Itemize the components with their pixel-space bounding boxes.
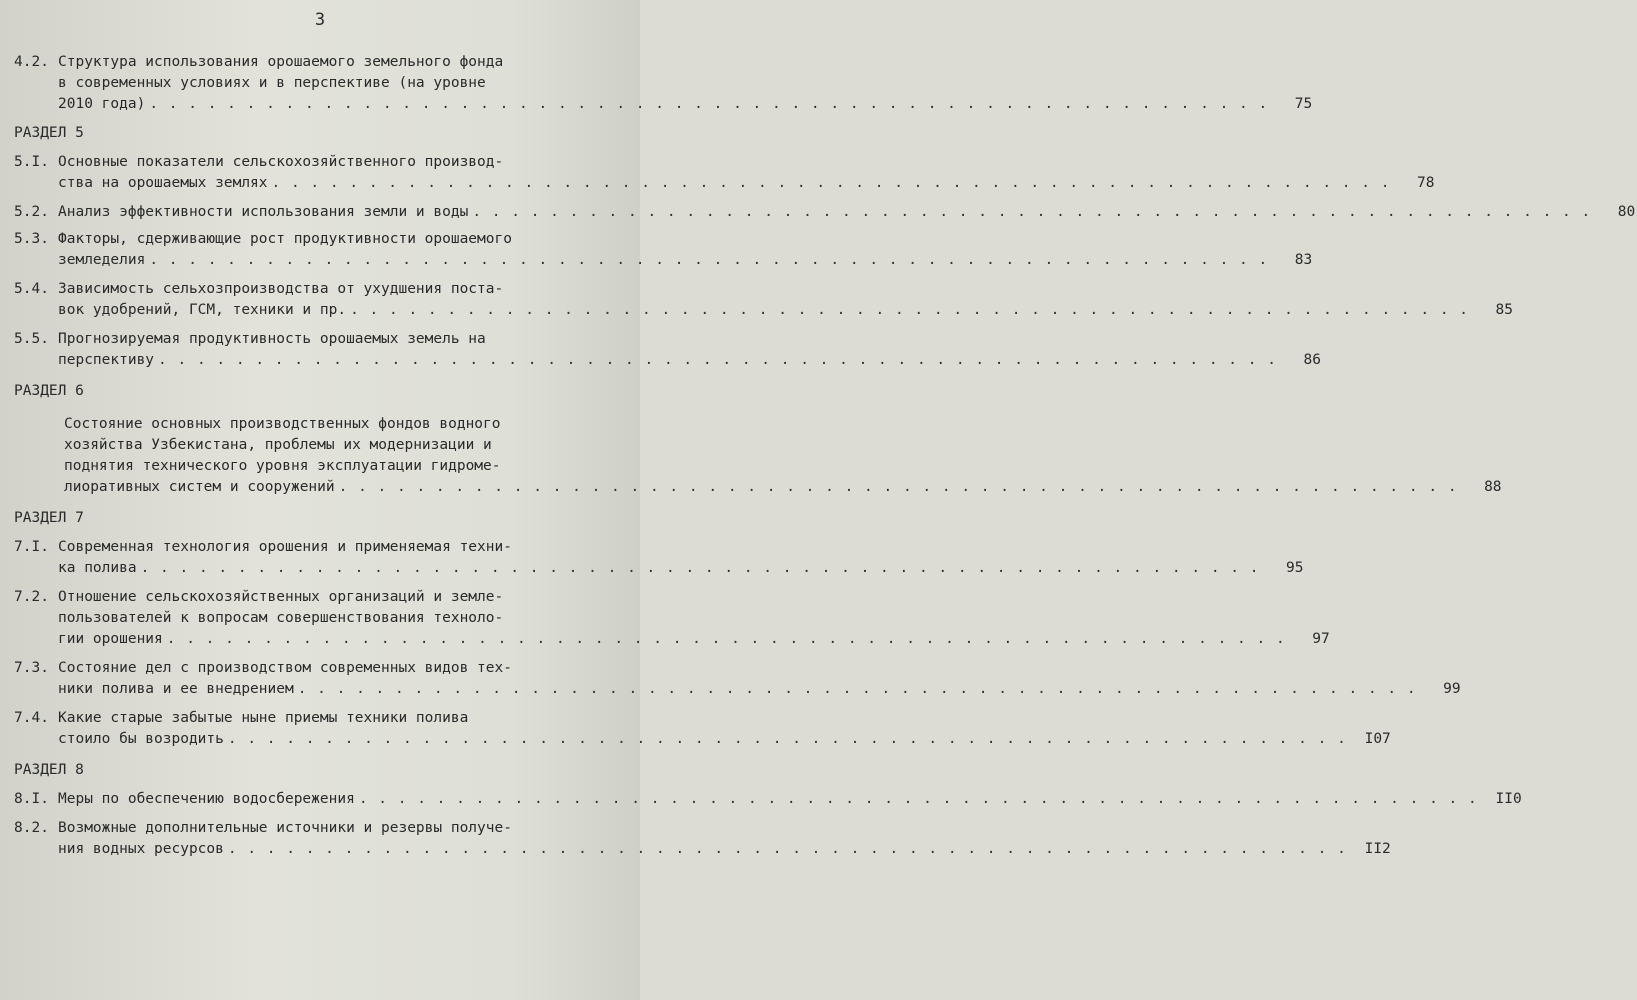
entry-line: поднятия технического уровня эксплуатации гидроме- [64,458,501,474]
section-heading: РАЗДЕЛ 5 [14,125,84,141]
entry-line: лиоративных систем и сооружений [64,479,335,495]
entry-number: 7.I. [14,539,49,555]
toc-entry[interactable] [14,658,1461,700]
dot-leader [141,558,1260,579]
entry-number: 5.I. [14,154,49,170]
table-of-contents [14,44,1636,860]
entry-line: Основные показатели сельскохозяйственного производ- [58,154,504,170]
dot-leader [272,173,1391,194]
entry-line: Факторы, сдерживающие рост продуктивности орошаемого [58,231,512,247]
dot-leader [339,477,1458,498]
entry-line: гии орошения [58,631,163,647]
toc-entry[interactable] [14,537,1304,579]
entry-number: 7.2. [14,589,49,605]
page-ref: 75 [1294,96,1313,112]
entry-number: 4.2. [14,54,49,70]
entry-line: Какие старые забытые ныне приемы техники полива [58,710,469,726]
entry-line: стоило бы возродить [58,731,224,747]
toc-entry[interactable] [14,708,1391,750]
dot-leader [149,94,1268,115]
dot-leader [228,839,1347,860]
entry-line: 2010 года) [58,96,146,112]
dot-leader [228,729,1347,750]
toc-entry[interactable] [14,789,1522,810]
dot-leader [158,350,1277,371]
toc-entry[interactable] [14,52,1313,115]
entry-line: Прогнозируемая продуктивность орошаемых земель на [58,331,486,347]
dot-leader [472,202,1591,223]
section-heading: РАЗДЕЛ 7 [14,510,84,526]
page-ref: 85 [1495,302,1514,318]
entry-number: 7.3. [14,660,49,676]
toc-entry[interactable] [14,414,1502,498]
entry-line: Состояние дел с производством современных видов тех- [58,660,512,676]
page-ref: II2 [1364,841,1391,857]
page-ref: 83 [1294,252,1313,268]
dot-leader [167,629,1286,650]
toc-entry[interactable] [14,229,1313,271]
page-ref: 97 [1312,631,1330,647]
toc-entry[interactable] [14,329,1321,371]
entry-line: Отношение сельскохозяйственных организаций и земле- [58,589,504,605]
entry-line: ка полива [58,560,137,576]
section-heading: РАЗДЕЛ 8 [14,762,84,778]
page-ref: 88 [1484,479,1502,495]
dot-leader [149,250,1268,271]
entry-number: 5.5. [14,331,49,347]
entry-line: Возможные дополнительные источники и резервы получе- [58,820,512,836]
page-ref: 95 [1286,560,1304,576]
page-number: 3 [314,10,326,30]
page-ref: 78 [1416,175,1435,191]
section-heading: РАЗДЕЛ 6 [14,383,84,399]
entry-line: Анализ эффективности использования земли и воды [58,204,469,220]
page-ref: II0 [1495,791,1522,807]
entry-line: перспективу [58,352,155,368]
toc-entry[interactable] [14,818,1391,860]
entry-number: 5.3. [14,231,49,247]
page-ref: 80 [1617,204,1636,220]
page-ref: 86 [1303,352,1321,368]
entry-line: хозяйства Узбекистана, проблемы их модернизации и [64,437,492,453]
entry-line: в современных условиях и в перспективе (на уровне [58,75,486,91]
entry-number: 5.4. [14,281,49,297]
entry-number: 5.2. [14,204,49,220]
dot-leader [350,300,1469,321]
entry-line: ния водных ресурсов [58,841,224,857]
entry-number: 7.4. [14,710,49,726]
entry-number: 8.2. [14,820,49,836]
entry-line: Современная технология орошения и применяемая техни- [58,539,512,555]
page-ref: I07 [1364,731,1391,747]
toc-entry[interactable] [14,587,1330,650]
toc-entry[interactable] [14,202,1636,223]
dot-leader [359,789,1478,810]
entry-line: земледелия [58,252,146,268]
entry-line: вок удобрений, ГСМ, техники и пр. [58,302,347,318]
entry-line: Зависимость сельхозпроизводства от ухудшения поста- [58,281,504,297]
entry-line: Состояние основных производственных фондов водного [64,416,501,432]
page-ref: 99 [1443,681,1461,697]
entry-line: ники полива и ее внедрением [58,681,294,697]
toc-entry[interactable] [14,279,1514,321]
entry-line: Меры по обеспечению водосбережения [58,791,355,807]
entry-line: ства на орошаемых землях [58,175,268,191]
entry-number: 8.I. [14,791,49,807]
dot-leader [298,679,1417,700]
entry-line: пользователей к вопросам совершенствования техноло- [58,610,504,626]
toc-entry[interactable] [14,152,1435,194]
entry-line: Структура использования орошаемого земельного фонда [58,54,504,70]
